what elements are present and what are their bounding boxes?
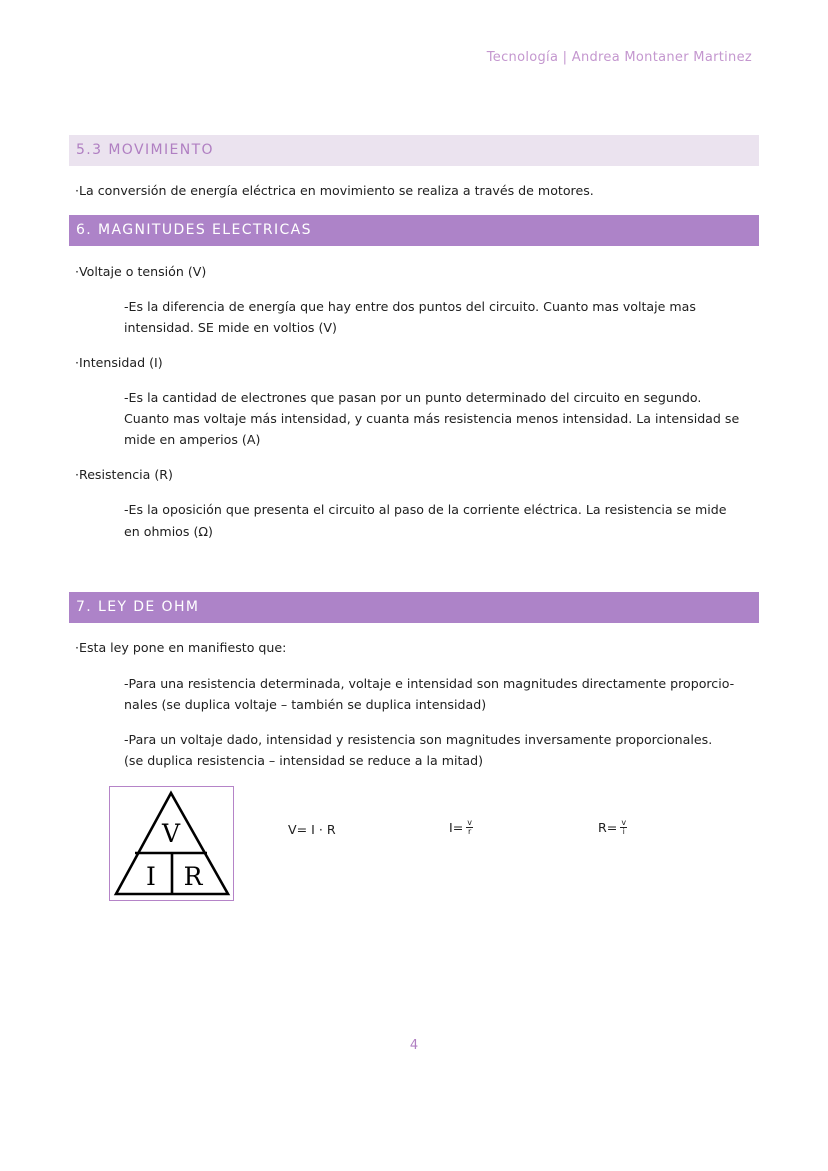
ohm-triangle-svg xyxy=(110,787,232,899)
ohm-point-line: (se duplica resistencia – intensidad se reduce a la mitad) xyxy=(124,753,484,768)
formula-resistance-prefix: R= xyxy=(598,820,618,835)
triangle-label-i: I xyxy=(146,862,156,891)
definition-line: -Es la diferencia de energía que hay entre dos puntos del circuito. Cuanto mas voltaje mas xyxy=(124,299,696,314)
fraction-numerator: v xyxy=(467,818,473,827)
term-voltaje: ·Voltaje o tensión (V) xyxy=(75,264,207,279)
section-heading-magnitudes: 6. MAGNITUDES ELECTRICAS xyxy=(69,215,759,246)
ohm-point-line: -Para una resistencia determinada, voltaje e intensidad son magnitudes directamente proporcio- xyxy=(124,676,735,691)
ohm-intro: ·Esta ley pone en manifiesto que: xyxy=(75,640,287,655)
term-intensidad: ·Intensidad (I) xyxy=(75,355,163,370)
definition-line: en ohmios (Ω) xyxy=(124,524,213,539)
fraction-denominator: r xyxy=(468,827,472,836)
formula-current xyxy=(449,819,473,836)
ohm-triangle-figure xyxy=(109,786,234,901)
definition-line: Cuanto mas voltaje más intensidad, y cuanta más resistencia menos intensidad. La intensidad se xyxy=(124,411,740,426)
formula-current-fraction xyxy=(466,819,473,836)
definition-line: intensidad. SE mide en voltios (V) xyxy=(124,320,337,335)
section-heading-movimiento: 5.3 MOVIMIENTO xyxy=(69,135,759,166)
formula-resistance-fraction xyxy=(620,819,627,836)
term-resistencia: ·Resistencia (R) xyxy=(75,467,173,482)
formula-voltage-text: V= I · R xyxy=(288,822,336,837)
definition-line: -Es la cantidad de electrones que pasan por un punto determinado del circuito en segundo. xyxy=(124,390,702,405)
triangle-label-r: R xyxy=(183,862,203,891)
triangle-label-v: V xyxy=(161,819,181,848)
definition-line: mide en amperios (A) xyxy=(124,432,261,447)
fraction-denominator: i xyxy=(622,827,625,836)
page-number: 4 xyxy=(409,1038,419,1053)
fraction-numerator: v xyxy=(621,818,627,827)
page-header: Tecnología | Andrea Montaner Martinez xyxy=(486,50,752,65)
ohm-point-line: -Para un voltaje dado, intensidad y resistencia son magnitudes inversamente proporcionales. xyxy=(124,732,713,747)
ohm-point-line: nales (se duplica voltaje – también se duplica intensidad) xyxy=(124,697,487,712)
definition-line: -Es la oposición que presenta el circuito al paso de la corriente eléctrica. La resistencia se mide xyxy=(124,502,727,517)
formula-current-prefix: I= xyxy=(449,820,464,835)
formula-resistance xyxy=(598,819,627,836)
formula-voltage xyxy=(288,822,336,837)
section-heading-ley-de-ohm: 7. LEY DE OHM xyxy=(69,592,759,623)
movimiento-text: ·La conversión de energía eléctrica en movimiento se realiza a través de motores. xyxy=(75,183,594,198)
